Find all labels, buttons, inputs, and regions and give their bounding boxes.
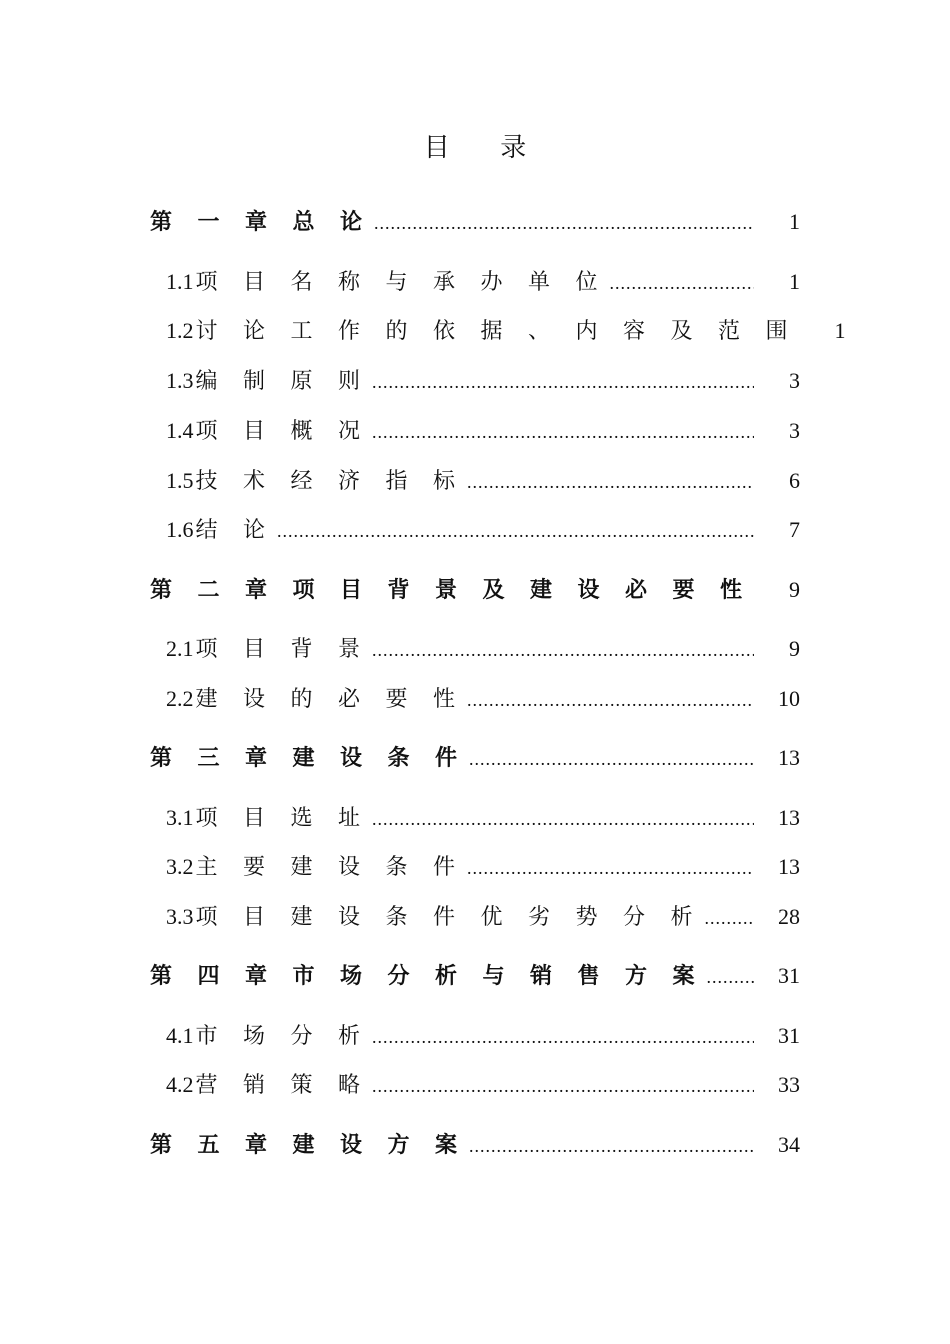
toc-section-number: 2.2 [166,686,194,711]
toc-entry-section-1-1[interactable] [166,265,800,299]
dot-leader [467,683,754,717]
toc-entry-label: 第 五 章 建 设 方 案 [150,1132,468,1157]
toc-entry-section-1-3[interactable] [166,364,800,398]
toc-page-number: 3 [789,368,800,393]
toc-page-number: 1 [789,269,800,294]
toc-entry-section-3-2[interactable] [166,850,800,884]
toc-entry-label: 市 场 分 析 [195,1023,371,1048]
dot-leader [372,1020,754,1054]
toc-entry-label: 项 目 建 设 条 件 优 劣 势 分 析 [195,904,703,929]
dot-leader [707,960,754,994]
toc-page-number: 28 [778,904,800,929]
toc-entry-label: 第 二 章 项 目 背 景 及 建 设 必 要 性 [150,577,753,602]
toc-page-number: 10 [778,686,800,711]
toc-entry-section-4-2[interactable] [166,1068,800,1102]
toc-section-number: 3.2 [166,854,194,879]
dot-leader [372,415,754,449]
toc-entry-label: 项 目 背 景 [195,636,371,661]
toc-page-number: 1 [789,209,800,234]
dot-leader [372,1069,754,1103]
toc-section-number: 1.3 [166,368,194,393]
toc-page-number: 13 [778,745,800,770]
toc-entry-section-1-5[interactable] [166,464,800,498]
dot-leader [705,901,754,935]
dot-leader [277,514,754,548]
toc-section-number: 3.3 [166,904,194,929]
toc-page-number: 7 [789,517,800,542]
toc-entry-label: 结 论 [195,517,276,542]
toc-section-number: 1.4 [166,418,194,443]
toc-section-number: 1.1 [166,269,194,294]
toc-entry-section-3-3[interactable] [166,900,800,934]
toc-page-number: 13 [778,854,800,879]
toc-page-number: 13 [778,805,800,830]
dot-leader [467,851,754,885]
toc-page-number: 9 [789,636,800,661]
toc-entry-chapter-1[interactable] [150,205,800,239]
dot-leader [469,1129,754,1163]
toc-title: 目 录 [423,133,549,162]
toc-section-number: 4.2 [166,1072,194,1097]
toc-entry-section-1-6[interactable] [166,513,800,547]
toc-entry-label: 项 目 选 址 [195,805,371,830]
toc-entry-label: 营 销 策 略 [195,1072,371,1097]
toc-page-number: 3 [789,418,800,443]
toc-entry-chapter-3[interactable] [150,741,800,775]
toc-entry-section-2-1[interactable] [166,632,800,666]
toc-section-number: 4.1 [166,1023,194,1048]
toc-entry-chapter-5[interactable] [150,1128,800,1162]
toc-entry-label: 建 设 的 必 要 性 [195,686,466,711]
dot-leader [372,365,754,399]
dot-leader [372,633,754,667]
dot-leader [467,465,754,499]
toc-entry-section-3-1[interactable] [166,801,800,835]
toc-entry-label: 编 制 原 则 [195,368,371,393]
toc-page-number: 9 [789,577,801,602]
dot-leader [610,266,754,300]
dot-leader [469,742,754,776]
toc-section-number: 1.5 [166,468,194,493]
toc-entry-section-1-2[interactable] [166,314,846,348]
toc-entry-label: 项 目 名 称 与 承 办 单 位 [195,269,608,294]
toc-entry-section-2-2[interactable] [166,682,800,716]
dot-leader [372,802,754,836]
toc-page-number: 31 [778,1023,800,1048]
toc-entry-label: 项 目 概 况 [195,418,371,443]
toc-entry-label: 主 要 建 设 条 件 [195,854,466,879]
toc-section-number: 2.1 [166,636,194,661]
toc-entry-label: 第 一 章 总 论 [150,209,373,234]
toc-page-number: 1 [834,318,846,343]
toc-page-number: 34 [778,1132,800,1157]
toc-entry-label: 第 四 章 市 场 分 析 与 销 售 方 案 [150,963,705,988]
toc-entry-label: 讨 论 工 作 的 依 据 、 内 容 及 范 围 [195,318,798,343]
toc-entry-chapter-4[interactable] [150,959,800,993]
toc-entry-section-4-1[interactable] [166,1019,800,1053]
toc-entry-label: 第 三 章 建 设 条 件 [150,745,468,770]
toc-entry-chapter-2[interactable] [150,573,800,607]
toc-page-number: 6 [789,468,800,493]
toc-entry-section-1-4[interactable] [166,414,800,448]
toc-entry-label: 技 术 经 济 指 标 [195,468,466,493]
toc-page-number: 31 [778,963,800,988]
toc-section-number: 1.6 [166,517,194,542]
dot-leader [374,206,754,240]
toc-page-number: 33 [778,1072,800,1097]
toc-section-number: 3.1 [166,805,194,830]
toc-section-number: 1.2 [166,318,194,343]
